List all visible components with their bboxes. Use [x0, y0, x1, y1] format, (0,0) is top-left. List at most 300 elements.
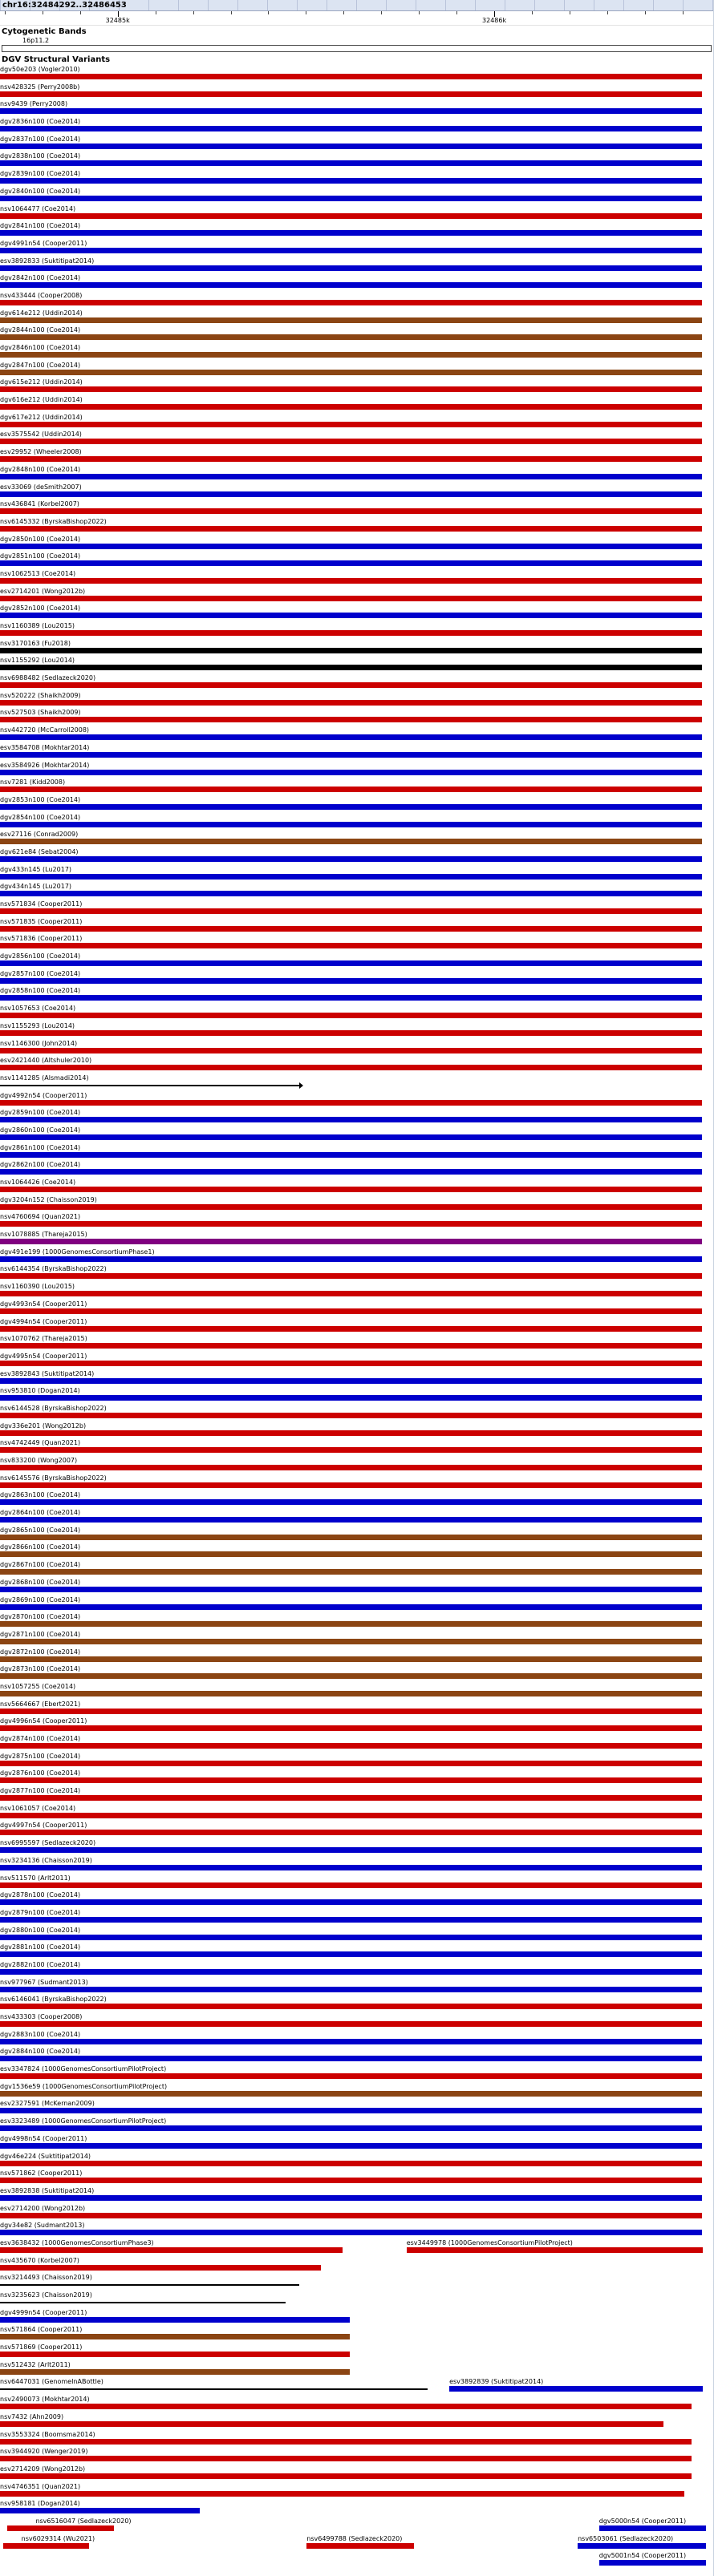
variant-bar[interactable]	[0, 1847, 702, 1853]
variant-label[interactable]: nsv3553324 (Boomsma2014)	[0, 2430, 95, 2438]
variant-label[interactable]: nsv977967 (Sudmant2013)	[0, 1978, 88, 1986]
variant-bar[interactable]	[0, 1987, 702, 1992]
variant-label[interactable]: nsv6988482 (Sedlazeck2020)	[0, 674, 96, 682]
variant-label[interactable]: nsv4742449 (Quan2021)	[0, 1439, 81, 1447]
variant-bar[interactable]	[0, 2334, 350, 2339]
variant-label[interactable]: esv2714209 (Wong2012b)	[0, 2465, 86, 2473]
variant-label[interactable]: nsv6145576 (ByrskaBishop2022)	[0, 1474, 107, 1482]
variant-label[interactable]: nsv3944920 (Wenger2019)	[0, 2448, 88, 2456]
variant-bar[interactable]	[0, 1743, 702, 1749]
variant-label[interactable]: nsv571836 (Cooper2011)	[0, 935, 83, 943]
variant-bar[interactable]	[0, 2091, 702, 2097]
variant-bar[interactable]	[0, 422, 702, 427]
variant-bar[interactable]	[449, 2386, 703, 2392]
variant-label[interactable]: dgv2883n100 (Coe2014)	[0, 2030, 81, 2038]
variant-label[interactable]: dgv2880n100 (Coe2014)	[0, 1926, 81, 1934]
variant-bar[interactable]	[0, 1308, 702, 1314]
variant-label[interactable]: dgv2838n100 (Coe2014)	[0, 152, 81, 160]
variant-label[interactable]: esv2714201 (Wong2012b)	[0, 587, 86, 595]
variant-label[interactable]: nsv953810 (Dogan2014)	[0, 1387, 80, 1395]
ruler-tick-label: 32485k	[105, 17, 130, 24]
variant-bar[interactable]	[0, 2388, 428, 2390]
variant-label[interactable]: nsv6146041 (ByrskaBishop2022)	[0, 1996, 107, 2004]
variant-label[interactable]: nsv1057255 (Coe2014)	[0, 1682, 76, 1690]
variant-label[interactable]: dgv2872n100 (Coe2014)	[0, 1648, 81, 1656]
variant-bar[interactable]	[0, 1361, 702, 1366]
variant-bar[interactable]	[599, 2525, 706, 2531]
variant-label[interactable]: dgv46e224 (Suktitipat2014)	[0, 2152, 91, 2160]
variant-label[interactable]: nsv571869 (Cooper2011)	[0, 2343, 83, 2352]
variant-bar[interactable]	[0, 2143, 702, 2149]
variant-bar[interactable]	[0, 1013, 702, 1018]
variant-bar[interactable]	[0, 178, 702, 184]
variant-label[interactable]: nsv1064477 (Coe2014)	[0, 204, 76, 212]
variant-label[interactable]: dgv2859n100 (Coe2014)	[0, 1109, 81, 1117]
variant-bar[interactable]	[0, 1830, 702, 1835]
variant-label[interactable]: dgv2884n100 (Coe2014)	[0, 2048, 81, 2056]
variant-label[interactable]: nsv1141285 (Alsmadi2014)	[0, 1074, 89, 1082]
variant-label[interactable]: nsv1155293 (Lou2014)	[0, 1021, 75, 1029]
variant-label[interactable]: esv3584926 (Mokhtar2014)	[0, 761, 90, 769]
variant-bar[interactable]	[0, 1030, 702, 1036]
variant-label[interactable]: dgv2842n100 (Coe2014)	[0, 274, 81, 282]
variant-bar[interactable]	[0, 474, 702, 479]
variant-bar[interactable]	[0, 1085, 299, 1086]
variant-label[interactable]: esv2327591 (McKernan2009)	[0, 2100, 95, 2108]
variant-bar[interactable]	[0, 822, 702, 827]
variant-label[interactable]: dgv2878n100 (Coe2014)	[0, 1891, 81, 1899]
variant-label[interactable]: esv29952 (Wheeler2008)	[0, 448, 82, 456]
variant-label[interactable]: dgv2856n100 (Coe2014)	[0, 952, 81, 960]
variant-label[interactable]: dgv4994n54 (Cooper2011)	[0, 1317, 87, 1325]
variant-bar[interactable]	[0, 1587, 702, 1592]
variant-bar[interactable]	[0, 2508, 200, 2513]
variant-bar[interactable]	[0, 752, 702, 758]
variant-bar[interactable]	[0, 2039, 702, 2044]
variant-label[interactable]: esv33069 (deSmith2007)	[0, 483, 82, 491]
variant-bar[interactable]	[0, 2317, 350, 2323]
variant-label[interactable]: nsv1057653 (Coe2014)	[0, 1005, 76, 1013]
variant-label[interactable]: nsv958181 (Dogan2014)	[0, 2500, 80, 2508]
variant-bar[interactable]	[0, 2195, 702, 2201]
variant-label[interactable]: dgv2863n100 (Coe2014)	[0, 1491, 81, 1499]
variant-label[interactable]: nsv6144528 (ByrskaBishop2022)	[0, 1404, 107, 1412]
variant-label[interactable]: nsv1155292 (Lou2014)	[0, 657, 75, 665]
variant-label[interactable]: nsv435670 (Korbel2007)	[0, 2256, 79, 2264]
variant-bar[interactable]	[0, 1413, 702, 1418]
variant-label[interactable]: nsv3214493 (Chaisson2019)	[0, 2274, 92, 2282]
variant-label[interactable]: nsv527503 (Shaikh2009)	[0, 709, 81, 717]
variant-bar[interactable]	[0, 126, 702, 131]
variant-bar[interactable]	[0, 734, 702, 740]
variant-bar[interactable]	[0, 213, 702, 219]
variant-bar[interactable]	[0, 1152, 702, 1158]
variant-bar[interactable]	[0, 960, 702, 966]
variant-bar[interactable]	[0, 248, 702, 253]
variant-label[interactable]: dgv2847n100 (Coe2014)	[0, 361, 81, 369]
variant-bar[interactable]	[0, 1430, 702, 1436]
variant-bar[interactable]	[0, 2421, 663, 2427]
variant-label[interactable]: dgv2862n100 (Coe2014)	[0, 1161, 81, 1169]
variant-label[interactable]: nsv6144354 (ByrskaBishop2022)	[0, 1265, 107, 1273]
variant-bar[interactable]	[0, 439, 702, 444]
variant-label[interactable]: nsv4746351 (Quan2021)	[0, 2482, 81, 2490]
variant-bar[interactable]	[0, 596, 702, 601]
variant-bar[interactable]	[0, 874, 702, 880]
variant-label[interactable]: nsv1146300 (John2014)	[0, 1039, 78, 1047]
variant-bar[interactable]	[578, 2543, 706, 2549]
variant-label[interactable]: dgv2870n100 (Coe2014)	[0, 1613, 81, 1621]
variant-bar[interactable]	[0, 1256, 702, 1262]
variant-bar[interactable]	[0, 1239, 702, 1244]
variant-label[interactable]: nsv7281 (Kidd2008)	[0, 778, 66, 787]
variant-bar[interactable]	[0, 2004, 702, 2009]
variant-bar[interactable]	[0, 2056, 702, 2061]
variant-bar[interactable]	[0, 2265, 321, 2271]
variant-label[interactable]: dgv5000n54 (Cooper2011)	[598, 2517, 687, 2525]
variant-bar[interactable]	[0, 1482, 702, 1488]
variant-bar[interactable]	[0, 2473, 692, 2479]
variant-bar[interactable]	[0, 2161, 702, 2166]
variant-bar[interactable]	[0, 630, 702, 636]
variant-label[interactable]: dgv4997n54 (Cooper2011)	[0, 1822, 87, 1830]
variant-label[interactable]: dgv5001n54 (Cooper2011)	[598, 2552, 687, 2560]
variant-label[interactable]: nsv6145332 (ByrskaBishop2022)	[0, 517, 107, 525]
variant-label[interactable]: dgv2875n100 (Coe2014)	[0, 1752, 81, 1760]
variant-bar[interactable]	[0, 2404, 692, 2409]
variant-label[interactable]: esv3323489 (1000GenomesConsortiumPilotProject)	[0, 2117, 167, 2125]
variant-label[interactable]: nsv1064426 (Coe2014)	[0, 1179, 76, 1186]
variant-label[interactable]: dgv2848n100 (Coe2014)	[0, 465, 81, 473]
variant-bar[interactable]	[0, 717, 702, 722]
variant-label[interactable]: dgv2836n100 (Coe2014)	[0, 118, 81, 126]
variant-bar[interactable]	[0, 1673, 702, 1679]
variant-bar[interactable]	[0, 839, 702, 844]
variant-bar[interactable]	[0, 2247, 343, 2253]
variant-label[interactable]: dgv2839n100 (Coe2014)	[0, 170, 81, 178]
variant-bar[interactable]	[0, 943, 702, 948]
variant-label[interactable]: esv3892843 (Suktitipat2014)	[0, 1369, 95, 1377]
variant-label[interactable]: dgv615e212 (Uddin2014)	[0, 378, 83, 386]
variant-bar[interactable]	[0, 787, 702, 792]
variant-label[interactable]: dgv433n145 (Lu2017)	[0, 865, 72, 873]
variant-bar[interactable]	[0, 144, 702, 149]
variant-label[interactable]: dgv4993n54 (Cooper2011)	[0, 1300, 87, 1308]
variant-label[interactable]: dgv50e203 (Vogler2010)	[0, 66, 80, 73]
variant-label[interactable]: nsv4760694 (Quan2021)	[0, 1213, 81, 1221]
variant-bar[interactable]	[0, 352, 702, 358]
variant-label[interactable]: dgv4999n54 (Cooper2011)	[0, 2308, 87, 2316]
variant-bar[interactable]	[0, 665, 702, 670]
variant-label[interactable]: dgv2866n100 (Coe2014)	[0, 1543, 81, 1551]
variant-bar[interactable]	[0, 926, 702, 932]
variant-label[interactable]: nsv6995597 (Sedlazeck2020)	[0, 1839, 96, 1847]
variant-label[interactable]: nsv512432 (Arlt2011)	[0, 2360, 71, 2368]
variant-bar[interactable]	[306, 2543, 413, 2549]
variant-label[interactable]: dgv4992n54 (Cooper2011)	[0, 1091, 87, 1099]
variant-label[interactable]: dgv2864n100 (Coe2014)	[0, 1509, 81, 1517]
variant-label[interactable]: esv2714200 (Wong2012b)	[0, 2204, 86, 2212]
variant-bar[interactable]	[0, 317, 702, 323]
variant-label[interactable]: nsv436841 (Korbel2007)	[0, 500, 79, 508]
variant-bar[interactable]	[0, 2108, 702, 2113]
variant-label[interactable]: dgv2851n100 (Coe2014)	[0, 552, 81, 560]
variant-label[interactable]: dgv2876n100 (Coe2014)	[0, 1769, 81, 1777]
variant-label[interactable]: nsv3235623 (Chaisson2019)	[0, 2291, 92, 2299]
variant-bar[interactable]	[0, 1917, 702, 1923]
variant-label[interactable]: dgv2881n100 (Coe2014)	[0, 1943, 81, 1951]
variant-bar[interactable]	[0, 1169, 702, 1175]
variant-label[interactable]: dgv2874n100 (Coe2014)	[0, 1735, 81, 1742]
variant-bar[interactable]	[0, 1795, 702, 1801]
variant-label[interactable]: nsv1062513 (Coe2014)	[0, 569, 76, 577]
variant-label[interactable]: dgv2861n100 (Coe2014)	[0, 1143, 81, 1151]
variant-bar[interactable]	[0, 1813, 702, 1818]
variant-bar[interactable]	[0, 1204, 702, 1210]
variant-label[interactable]: nsv1160390 (Lou2015)	[0, 1283, 75, 1291]
variant-bar[interactable]	[599, 2560, 706, 2566]
variant-bar[interactable]	[0, 1761, 702, 1766]
variant-label[interactable]: dgv2837n100 (Coe2014)	[0, 135, 81, 143]
variant-bar[interactable]	[0, 1935, 702, 1940]
variant-label[interactable]: dgv2869n100 (Coe2014)	[0, 1595, 81, 1603]
variant-bar[interactable]	[0, 1969, 702, 1975]
variant-bar[interactable]	[0, 578, 702, 584]
variant-label[interactable]: nsv6447031 (GenomeInABottle)	[0, 2378, 103, 2386]
variant-label[interactable]: dgv4996n54 (Cooper2011)	[0, 1717, 87, 1725]
variant-label[interactable]: nsv1061057 (Coe2014)	[0, 1804, 76, 1812]
variant-bar[interactable]	[0, 648, 702, 653]
variant-bar[interactable]	[0, 1499, 702, 1505]
variant-bar[interactable]	[0, 1048, 702, 1053]
variant-label[interactable]: esv3892838 (Suktitipat2014)	[0, 2186, 95, 2194]
variant-bar[interactable]	[0, 1378, 702, 1384]
variant-bar[interactable]	[0, 1777, 702, 1783]
variant-bar[interactable]	[0, 1465, 702, 1470]
variant-bar[interactable]	[407, 2247, 703, 2253]
variant-bar[interactable]	[0, 2352, 350, 2357]
variant-label[interactable]: nsv6503061 (Sedlazeck2020)	[578, 2534, 674, 2542]
variant-bar[interactable]	[0, 2125, 702, 2131]
variant-bar[interactable]	[0, 265, 702, 271]
variant-bar[interactable]	[0, 1899, 702, 1905]
variant-bar[interactable]	[0, 1065, 702, 1070]
variant-bar[interactable]	[0, 91, 702, 97]
cytoband-box[interactable]	[2, 45, 712, 52]
variant-label[interactable]: nsv2490073 (Mokhtar2014)	[0, 2396, 90, 2404]
variant-bar[interactable]	[0, 995, 702, 1001]
variant-label[interactable]: dgv2871n100 (Coe2014)	[0, 1630, 81, 1638]
variant-bar[interactable]	[0, 1273, 702, 1279]
variant-label[interactable]: dgv434n145 (Lu2017)	[0, 883, 72, 891]
variant-label[interactable]: dgv2867n100 (Coe2014)	[0, 1561, 81, 1569]
variant-bar[interactable]	[0, 160, 702, 166]
variant-label[interactable]: dgv2846n100 (Coe2014)	[0, 344, 81, 351]
variant-bar[interactable]	[0, 1343, 702, 1349]
variant-label[interactable]: dgv2858n100 (Coe2014)	[0, 987, 81, 995]
variant-bar[interactable]	[0, 1882, 702, 1888]
variant-bar[interactable]	[0, 1100, 702, 1106]
variant-label[interactable]: nsv433303 (Cooper2008)	[0, 2013, 83, 2020]
variant-bar[interactable]	[0, 2213, 702, 2218]
variant-label[interactable]: nsv6516047 (Sedlazeck2020)	[35, 2517, 132, 2525]
variant-label[interactable]: nsv571834 (Cooper2011)	[0, 900, 83, 908]
variant-bar[interactable]	[0, 2178, 702, 2183]
variant-label[interactable]: dgv2853n100 (Coe2014)	[0, 795, 81, 803]
variant-label[interactable]: esv3449978 (1000GenomesConsortiumPilotProject)	[406, 2238, 573, 2246]
variant-label[interactable]: dgv2854n100 (Coe2014)	[0, 813, 81, 821]
variant-label[interactable]: nsv1160389 (Lou2015)	[0, 622, 75, 629]
variant-bar[interactable]	[0, 1569, 702, 1575]
variant-bar[interactable]	[0, 1221, 702, 1227]
variant-bar[interactable]	[0, 1656, 702, 1662]
variant-bar[interactable]	[0, 370, 702, 375]
variant-label[interactable]: dgv336e201 (Wong2012b)	[0, 1421, 87, 1430]
variant-bar[interactable]	[0, 2021, 702, 2027]
variant-label[interactable]: esv3575542 (Uddin2014)	[0, 431, 82, 439]
variant-bar[interactable]	[0, 978, 702, 984]
variant-label[interactable]: dgv617e212 (Uddin2014)	[0, 413, 83, 421]
variant-label[interactable]: dgv2841n100 (Coe2014)	[0, 222, 81, 230]
variant-label[interactable]: nsv7432 (Ahn2009)	[0, 2412, 64, 2420]
variant-label[interactable]: esv3892833 (Suktitipat2014)	[0, 257, 95, 265]
variant-bar[interactable]	[0, 74, 702, 79]
variant-bar[interactable]	[0, 334, 702, 340]
variant-label[interactable]: nsv433444 (Cooper2008)	[0, 291, 83, 299]
variant-label[interactable]: esv3638432 (1000GenomesConsortiumPhase3)	[0, 2238, 154, 2246]
variant-label[interactable]: dgv2857n100 (Coe2014)	[0, 969, 81, 977]
variant-bar[interactable]	[0, 1621, 702, 1627]
variant-label[interactable]: esv3584708 (Mokhtar2014)	[0, 743, 90, 751]
variant-bar[interactable]	[0, 300, 702, 305]
variant-label[interactable]: dgv4995n54 (Cooper2011)	[0, 1352, 87, 1360]
variant-bar[interactable]	[0, 508, 702, 514]
variant-bar[interactable]	[0, 1117, 702, 1122]
variant-bar[interactable]	[0, 230, 702, 236]
variant-bar[interactable]	[0, 2456, 692, 2461]
variant-bar[interactable]	[0, 2302, 286, 2303]
variant-bar[interactable]	[0, 2284, 299, 2286]
variant-bar[interactable]	[0, 282, 702, 288]
variant-label[interactable]: nsv1070762 (Thareja2015)	[0, 1335, 87, 1343]
variant-label[interactable]: dgv2877n100 (Coe2014)	[0, 1787, 81, 1795]
variant-bar[interactable]	[0, 108, 702, 114]
variant-label[interactable]: nsv442720 (McCarroll2008)	[0, 726, 90, 734]
variant-label[interactable]: nsv5664667 (Ebert2021)	[0, 1700, 81, 1708]
variant-bar[interactable]	[0, 1291, 702, 1296]
variant-label[interactable]: dgv2879n100 (Coe2014)	[0, 1908, 81, 1916]
variant-bar[interactable]	[0, 682, 702, 688]
variant-bar[interactable]	[0, 613, 702, 618]
variant-bar[interactable]	[0, 1187, 702, 1192]
variant-label[interactable]: dgv1536e59 (1000GenomesConsortiumPilotProject)	[0, 2082, 168, 2090]
variant-label[interactable]: esv3347824 (1000GenomesConsortiumPilotProject)	[0, 2065, 167, 2073]
variant-label[interactable]: dgv491e199 (1000GenomesConsortiumPhase1)	[0, 1248, 155, 1256]
variant-label[interactable]: esv2421440 (Altshuler2010)	[0, 1057, 92, 1065]
variant-bar[interactable]	[0, 1709, 702, 1714]
variant-bar[interactable]	[0, 2439, 692, 2445]
variant-label[interactable]: nsv1078885 (Thareja2015)	[0, 1231, 87, 1239]
variant-label[interactable]: dgv2868n100 (Coe2014)	[0, 1578, 81, 1586]
variant-label[interactable]: dgv614e212 (Uddin2014)	[0, 309, 83, 317]
variant-label[interactable]: dgv2860n100 (Coe2014)	[0, 1126, 81, 1134]
variant-label[interactable]: dgv2850n100 (Coe2014)	[0, 535, 81, 543]
variant-bar[interactable]	[0, 1326, 702, 1332]
variant-bar[interactable]	[0, 1865, 702, 1870]
variant-label[interactable]: nsv9439 (Perry2008)	[0, 100, 68, 108]
variant-bar[interactable]	[0, 456, 702, 462]
variant-label[interactable]: nsv6499788 (Sedlazeck2020)	[306, 2534, 403, 2542]
variant-label[interactable]: dgv2882n100 (Coe2014)	[0, 1960, 81, 1968]
variant-label[interactable]: dgv2844n100 (Coe2014)	[0, 326, 81, 334]
variant-bar[interactable]	[0, 526, 702, 532]
variant-label[interactable]: nsv571835 (Cooper2011)	[0, 917, 83, 925]
variant-bar[interactable]	[3, 2543, 89, 2549]
variant-bar[interactable]	[0, 196, 702, 201]
variant-label[interactable]: dgv2873n100 (Coe2014)	[0, 1665, 81, 1673]
variant-bar[interactable]	[0, 1639, 702, 1644]
variant-label[interactable]: dgv4991n54 (Cooper2011)	[0, 239, 87, 247]
variant-bar[interactable]	[0, 908, 702, 914]
variant-bar[interactable]	[0, 1134, 702, 1140]
variant-label[interactable]: nsv3234136 (Chaisson2019)	[0, 1856, 92, 1864]
variant-bar[interactable]	[0, 1535, 702, 1540]
variant-label[interactable]: dgv3204n152 (Chaisson2019)	[0, 1195, 97, 1203]
variant-label[interactable]: dgv616e212 (Uddin2014)	[0, 396, 83, 404]
variant-bar[interactable]	[0, 2491, 684, 2497]
variant-label[interactable]: nsv428325 (Perry2008b)	[0, 83, 80, 91]
variant-label[interactable]: nsv571862 (Cooper2011)	[0, 2170, 83, 2178]
variant-label[interactable]: nsv833200 (Wong2007)	[0, 1457, 78, 1464]
variant-label[interactable]: dgv621e84 (Sebat2004)	[0, 847, 79, 855]
variant-bar[interactable]	[0, 1691, 702, 1696]
variant-bar[interactable]	[0, 1725, 702, 1731]
variant-label[interactable]: nsv520222 (Shaikh2009)	[0, 691, 81, 699]
variant-bar[interactable]	[7, 2525, 114, 2531]
variant-bar[interactable]	[0, 1951, 702, 1957]
variant-bar[interactable]	[0, 544, 702, 549]
variant-bar[interactable]	[0, 700, 702, 706]
variant-bar[interactable]	[0, 2073, 702, 2079]
variant-label[interactable]: dgv2840n100 (Coe2014)	[0, 187, 81, 195]
variant-bar[interactable]	[0, 2230, 702, 2235]
variant-label[interactable]: nsv3170163 (Fu2018)	[0, 639, 71, 647]
variant-bar[interactable]	[0, 560, 702, 566]
variant-bar[interactable]	[0, 386, 702, 392]
variant-bar[interactable]	[0, 770, 702, 775]
variant-label[interactable]: nsv511570 (Arlt2011)	[0, 1874, 71, 1882]
variant-bar[interactable]	[0, 2369, 350, 2375]
variant-label[interactable]: dgv34e82 (Sudmant2013)	[0, 2222, 85, 2230]
variant-label[interactable]: esv27116 (Conrad2009)	[0, 831, 79, 839]
variant-label[interactable]: dgv2852n100 (Coe2014)	[0, 605, 81, 613]
variant-label[interactable]: nsv571864 (Cooper2011)	[0, 2326, 83, 2334]
variant-bar[interactable]	[0, 891, 702, 896]
variant-bar[interactable]	[0, 1517, 702, 1523]
variant-label[interactable]: nsv6029314 (Wu2021)	[21, 2534, 95, 2542]
variant-label[interactable]: dgv4998n54 (Cooper2011)	[0, 2134, 87, 2142]
variant-label[interactable]: esv3892839 (Suktitipat2014)	[449, 2378, 544, 2386]
variant-bar[interactable]	[0, 1604, 702, 1610]
variant-bar[interactable]	[0, 856, 702, 862]
variant-bar[interactable]	[0, 404, 702, 410]
variant-bar[interactable]	[0, 1395, 702, 1401]
variant-bar[interactable]	[0, 1447, 702, 1453]
variant-label[interactable]: dgv2865n100 (Coe2014)	[0, 1526, 81, 1534]
variant-bar[interactable]	[0, 804, 702, 810]
variant-bar[interactable]	[0, 1551, 702, 1557]
variant-bar[interactable]	[0, 491, 702, 497]
